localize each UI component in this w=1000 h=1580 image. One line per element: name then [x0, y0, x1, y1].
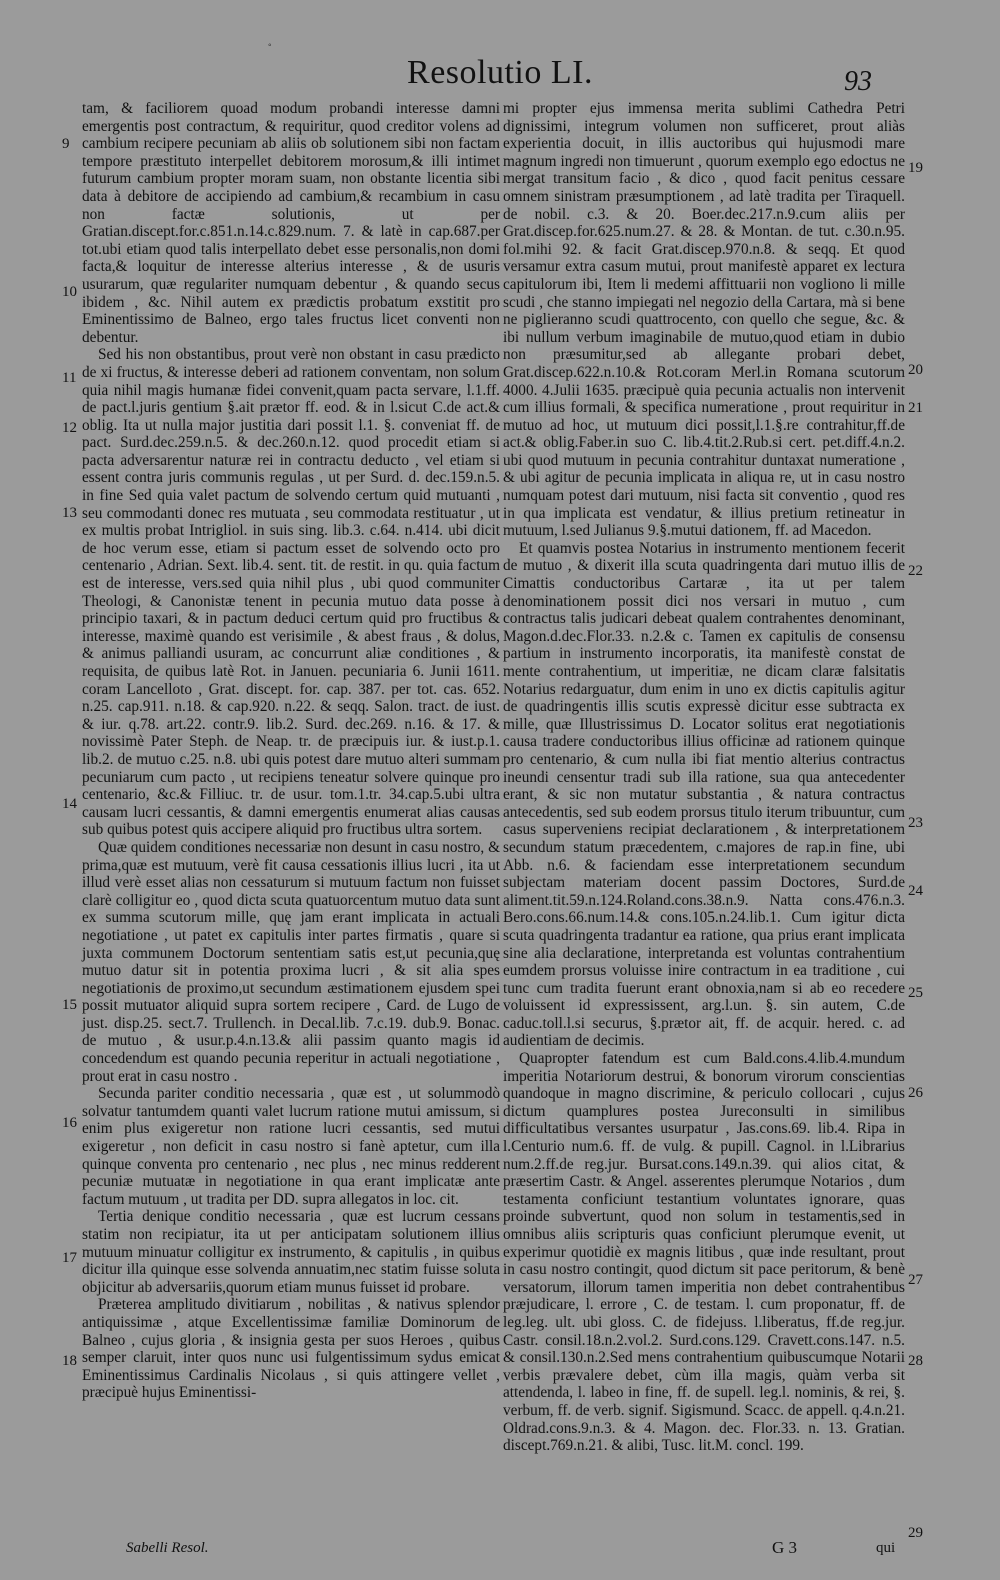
paragraph: Præterea amplitudo divitiarum , nobilitas , & nativus splendor antiquissimæ , atque Excellentissimæ familiæ Dominorum de Balneo , cujus gloria , & insignia gesta per suos Heroes , quibus semper claruit, inter quos nunc usi fulgentissimum sydus emicat Eminentissimus Cardinalis Nicolaus , si quis attingere vellet , præcipuè hujus Eminentissi-	[82, 1296, 500, 1402]
margin-number: 22	[908, 563, 923, 579]
margin-number: 18	[62, 1353, 77, 1369]
margin-number: 15	[62, 997, 77, 1013]
paragraph: Quapropter fatendum est cum Bald.cons.4.lib.4.mundum imperitia Notariorum destrui, & bonorum virorum conscientias quandoque in magno discrimine, & periculo collocari , cujus dictum quamplures postea Jureconsulti in similibus difficultatibus versantes usurpatur , Jas.cons.69. lib.4. Ripa in l.Centurio num.6. ff. de vulg. & pupill. Cagnol. in l.Librarius num.2.ff.de reg.jur. Bursat.cons.149.n.39. qui alios citat, & præsertim Castr. & Angel. asserentes plerumque Notarios , dum testamenta conficiunt testantium voluntates ignorare, quas proinde subvertunt, quod non solum in testamentis,sed in omnibus aliis scripturis quas conficiunt plerumque evenit, ut experimur quotidiè ex magnis litibus , quæ inde resultant, prout in casu nostro contingit, quod dictum sit pace peritorum, & benè versatorum, illorum tamen imperitia non debet contrahentibus præjudicare, l. errore , C. de testam. l. cum proponatur, ff. de leg.leg. ult. ubi gloss. C. de fidejuss. l.liberatus, ff.de reg.jur. Castr. consil.18.n.2.vol.2. Surd.cons.129. Cravett.cons.147. n.5. & consil.130.n.2.Sed mens contrahentium quibuscumque Notarii verbis prævalere debet, cùm illa magis, quàm verba sit attendenda, l. labeo in fine, ff. de supell. leg.l. nominis, & rei, §. verbum, ff. de verb. signif. Sigismund. Scacc. de appell. q.4.n.21. Oldrad.cons.9.n.3. & 4. Magon. dec. Flor.33. n. 13. Gratian. discept.769.n.21. & alibi, Tusc. lit.M. concl. 199.	[503, 1050, 905, 1455]
paragraph: Quæ quidem conditiones necessariæ non desunt in casu nostro, & prima,quæ est mutuum, verè fit causa cessationis illius lucri , ita ut illud verè esset alias non cessaturum si mutuum factum non fuisset clarè colligitur eo , quod dicta scuta quatuorcentum mutuo data sunt ex summa scutorum mille, quę jam erant implicata in actuali negotiatione , ut patet ex capitulis inter partes firmatis , quare si juxta communem Doctorum sententiam satis est,ut pecunia,quę mutuo datur sit in potentia proxima lucri , & sit alia spes negotiationis de proximo,ut secundum æstimationem ejusdem spei possit mutuator aliquid supra sortem recipere , Card. de Lugo de just. disp.25. sect.7. Trullench. in Decal.lib. 7.c.19. dub.9. Bonac. de mutuo , & usur.p.4.n.13.& alii passim quanto magis id concedendum est quando pecunia reperitur in actuali negotiatione , prout erat in casu nostro .	[82, 838, 500, 1085]
catchword: qui	[876, 1540, 896, 1556]
paragraph: Tertia denique conditio necessaria , quæ est lucrum cessans statim non recipiatur, ita ut per anticipatam solutionem illius mutuum minuatur colligitur ex instrumento, & capitulis , in quibus dicitur illa quinque esse solvenda annuatim,nec statim fuisse soluta objicitur ab adversariis,quorum etiam munus fuisset id probare.	[82, 1208, 500, 1296]
margin-number: 27	[908, 1272, 923, 1288]
paragraph: tam, & faciliorem quoad modum probandi interesse damni emergentis post contractum, & requiritur, quod creditor volens ad cambium recipere pecuniam ab aliis ob solutionem sibi non factam tempore præstituto interpellet debitorem morosum,& illi intimet futurum cambium propter moram suam, non obstante licentia sibi data à debitore de accipiendo ad cambium,& recambium in casu non factæ solutionis, ut per Gratian.discept.for.c.851.n.14.c.829.num. 7. & latè in cap.687.per tot.ubi etiam quod talis interpellato debet esse personalis,non domi facta,& loquitur de interesse alterius interesse , & de usuris usurarum, quæ regulariter numquam debentur , & quando secus ibidem , &c. Nihil autem ex prædictis probatum exstitit pro Eminentissimo de Balneo, ergo tales fructus licet conventi non debentur.	[82, 100, 500, 346]
paragraph: Secunda pariter conditio necessaria , quæ est , ut solummodò solvatur tantumdem quanti valet lucrum ratione mutui amissum, si enim plus exigeretur non ratione lucri cessantis, sed mutui exigeretur , non deficit in casu nostro si fanè aptetur, cum illa quinque conventa pro centenario , nec plus , nec minus redderent pecuniæ mutuatæ in negotiatione in qua erant implicatæ ante factum mutuum , ut tradita per DD. supra allegatos in loc. cit.	[82, 1085, 500, 1208]
margin-number: 28	[908, 1353, 923, 1369]
signature-mark: G 3	[772, 1538, 798, 1557]
margin-number: 20	[908, 362, 923, 378]
running-title: Resolutio LI.	[407, 54, 593, 91]
paragraph: Et quamvis postea Notarius in instrumento mentionem fecerit de mutuo , & dixerit illa scuta quadringenta dari mutuo illis de Cimattis conductoribus Cartaræ , ita ut per talem denominationem possit dici nos versari in mutuo , cum contractus talis judicari debeat qualem contrahentes denominant, Magon.d.dec.Flor.33. n.2.& c. Tamen ex capitulis de consensu partium in instrumento incorporatis, ita manifestè constat de mente contrahentium, ut imperitiæ, ne dicam claræ falsitatis Notarius redarguatur, dum enim in uno ex dictis capitulis agitur de quadringentis illis scutis expressè dicitur esse subtracta ex mille, quæ Illustrissimus D. Locator solitus erat negotiationis causa tradere conductoribus illius officinæ ad rationem quinque pro centenario, & cum nulla ibi fiat mentio alterius contractus ineundi censentur tradi sub illa ratione, sua qua antecedenter erant, & sic non mutatur substantia , & natura contractus antecedentis, sed sub eodem prorsus titulo iterum tribuuntur, cum casus superveniens recipiat declarationem , & interpretationem secundum statum præcedentem, c.majores de rap.in fine, ubi Abb. n.6. & faciendam esse interpretationem secundum subjectam materiam docent passim Doctores, Surd.de aliment.tit.59.n.124.Roland.cons.38.n.9. Natta cons.476.n.3. Bero.cons.66.num.14.& cons.105.n.24.lib.1. Cum igitur dicta scuta quadringenta tradantur ea ratione, qua prius erant implicata sine alia declaratione, interpretanda est voluntas contrahentium eumdem prorsus voluisse inire contractum in ea traditione , cui tunc cum tradita fuerunt erant obnoxia,nam si ab eo recedere voluissent id expressissent, arg.l.un. §. sin autem, C.de caduc.toll.l.si securus, §.prætor ait, ff. de acquir. hered. c. ad audientiam de decimis.	[503, 539, 905, 1050]
margin-number: 24	[908, 883, 923, 899]
margin-number: 11	[62, 370, 77, 386]
left-column	[82, 100, 500, 1402]
margin-number: 12	[62, 420, 77, 436]
decorative-mark-icon: ◦	[268, 40, 272, 51]
paragraph: mi propter ejus immensa merita sublimi Cathedra Petri dignissimi, integrum volumen non sufficeret, prout aliàs experientia docuit, in illis auctoribus qui hujusmodi mare magnum ingredi non timuerunt , quorum exemplo ego edoctus ne mergat transitum facio , & dico , quod facit penitus cessare omnem sinistram præsumptionem , ad latè tradita per Tiraquell. de nobil. c.3. & 20. Boer.dec.217.n.9.cum aliis per Grat.discep.for.625.num.27. & 28. & Montan. de tut. c.30.n.95. fol.mihi 92. & facit Grat.discep.970.n.8. & seqq. Et quod versamur extra casum mutui, prout manifestè apparet ex lectura capitulorum ibi, Item li medemi affittuarii non vogliono li mille scudi , che stanno impiegati nel negozio della Cartara, mà si bene ne piglieranno scudi quattrocento, con quello che segue, &c. & ibi nullum verbum imaginabile de mutuo,quod etiam in dubio non præsumitur,sed ab allegante probari debet, Grat.discep.622.n.10.& Rot.coram Merl.in Romana scutorum 4000. 4.Julii 1635. præcipuè quia pecunia actualis non intervenit cum illius formali, & specifica numeratione , prout requiritur in mutuo ad hoc, ut mutuum dici possit,l.1.§.re contrahitur,ff.de act.& oblig.Faber.in suo C. lib.4.tit.2.Rub.si cert. pet.diff.4.n.2. ubi quod mutuum in pecunia contrahitur duntaxat numeratione , & ubi agitur de pecunia implicata in aliqua re, ut in casu nostro numquam potest dari mutuum, nisi facta sit conventio , quod res in qua implicata est vendatur, & illius pretium retineatur in mutuum, l.sed Julianus 9.§.mutui dationem, ff. ad Macedon.	[503, 100, 905, 540]
margin-number: 9	[62, 136, 70, 152]
margin-number: 23	[908, 815, 923, 831]
footer-signature: Sabelli Resol.	[126, 1540, 209, 1556]
margin-number: 10	[62, 284, 77, 300]
margin-number: 14	[62, 796, 77, 812]
margin-number: 26	[908, 1085, 923, 1101]
margin-number: 21	[908, 400, 923, 416]
paragraph: Sed his non obstantibus, prout verè non obstant in casu prædicto de xi fructus, & interesse deberi ad rationem conventam, non solum quia nihil magis humanæ fidei convenit,quam pacta servare, l.1.ff. de pact.l.juris gentium §.ait prætor ff. eod. & in l.sicut C.de act.& oblig. Ita ut nulla major justitia dari possit l.1. §. conveniat ff. de pact. Surd.dec.259.n.5. & dec.260.n.12. quod procedit etiam si pacta adversarentur naturæ rei in contractu deducto , vel etiam si essent contra juris communis regulas , ut per Surd. d. dec.159.n.5. in fine Sed quia valet pactum de solvendo certum quid mutuanti , seu commodanti donec res mutuata , seu commodata restituatur , ut ex multis probat Intrigliol. in suis sing. lib.3. c.64. n.414. ubi dicit de hoc verum esse, etiam si pactum esset de solvendo octo pro centenario , Adrian. Sext. lib.4. sent. tit. de restit. in qu. quia factum est de interesse, vers.sed quia nihil plus , ubi quod communiter Theologi, & Canonistæ tenent in pecunia mutuo data posse à principio taxari, & in pactum deduci certum quid pro fructibus & interesse, maximè quando est verisimile , & abest fraus , & dolus, & animus palliandi usuram, ac concurrunt aliæ conditiones , & requisita, de quibus latè Rot. in Januen. pecuniaria 6. Junii 1611. coram Lancelloto , Grat. discept. for. cap. 387. per tot. cas. 652. n.25. cap.911. n.18. & cap.920. n.22. & seqq. Salon. tract. de iust. & iur. q.78. art.22. contr.9. lib.2. Surd. dec.269. n.16. & 17. & novissimè Pater Steph. de Neap. tr. de præcipuis iur. & iust.p.1. lib.2. de mutuo c.25. n.8. ubi quis potest dare mutuo alteri summam pecuniarum cum pacto , ut recipiens teneatur solvere quinque pro centenario, &c.& Filliuc. tr. de usur. tom.1.tr. 34.cap.5.ubi ultra causam lucri cessantis, & damni emergentis enumerat alias causas sub quibus potest quis accipere aliquid pro fructibus ultra sortem.	[82, 346, 500, 839]
margin-number: 17	[62, 1250, 77, 1266]
margin-number: 16	[62, 1115, 77, 1131]
margin-number: 13	[62, 505, 77, 521]
margin-number: 19	[908, 160, 923, 176]
margin-number: 29	[908, 1525, 923, 1541]
right-column	[503, 100, 905, 1455]
page-number: 93	[844, 66, 872, 97]
margin-number: 25	[908, 985, 923, 1001]
